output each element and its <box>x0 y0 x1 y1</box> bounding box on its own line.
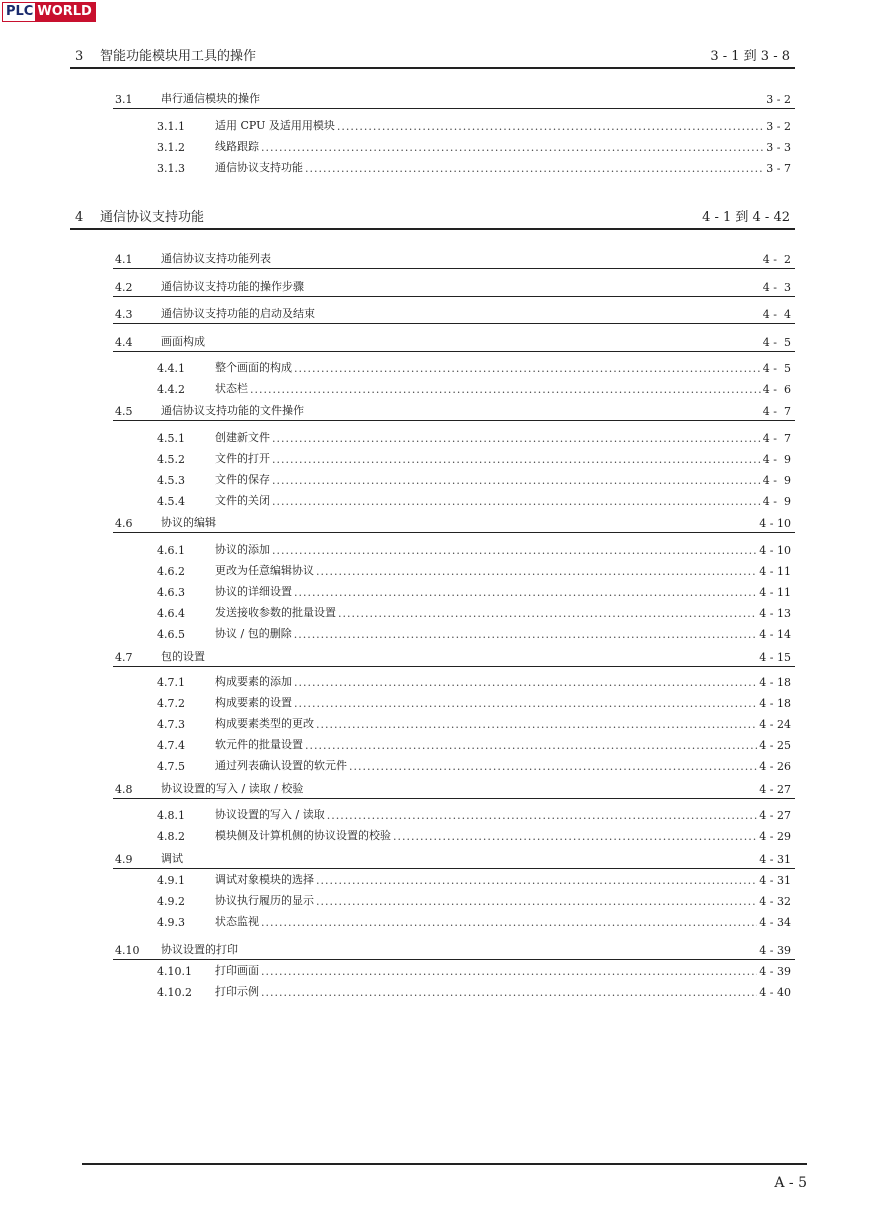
toc-item-4-6-5[interactable] <box>157 627 791 641</box>
item-page: 4 - 25 <box>759 739 791 752</box>
item-number: 4.7.2 <box>157 697 185 710</box>
toc-item-4-7-4[interactable] <box>157 738 791 752</box>
item-number: 4.6.2 <box>157 565 185 578</box>
section-number: 4.2 <box>115 281 133 294</box>
section-title: 协议的编辑 <box>161 516 216 529</box>
toc-section-4-5[interactable] <box>113 402 795 421</box>
section-page: 4 - 3 <box>762 281 791 294</box>
toc-item-4-7-3[interactable] <box>157 717 791 731</box>
dot-leader <box>349 760 757 773</box>
item-page: 4 - 11 <box>759 586 791 599</box>
section-page: 4 - 10 <box>759 517 791 530</box>
chapter-page-range: 4 - 1 到 4 - 42 <box>702 210 790 225</box>
section-page: 4 - 31 <box>759 853 791 866</box>
dot-leader <box>294 676 757 689</box>
dot-leader <box>272 432 761 445</box>
item-page: 3 - 7 <box>766 162 791 175</box>
item-number: 4.6.3 <box>157 586 185 599</box>
section-title: 通信协议支持功能的启动及结束 <box>161 307 315 320</box>
toc-item-4-10-1[interactable] <box>157 964 791 978</box>
item-title: 更改为任意编辑协议 <box>215 564 314 577</box>
item-title: 打印画面 <box>215 964 259 977</box>
item-title: 协议执行履历的显示 <box>215 894 314 907</box>
item-page: 4 - 32 <box>759 895 791 908</box>
item-number: 4.8.1 <box>157 809 185 822</box>
section-page: 4 - 7 <box>762 405 791 418</box>
section-number: 3.1 <box>115 93 133 106</box>
item-page: 4 - 39 <box>759 965 791 978</box>
toc-item-4-7-2[interactable] <box>157 696 791 710</box>
toc-section-4-3[interactable] <box>113 305 795 324</box>
item-title: 文件的关闭 <box>215 494 270 507</box>
toc-item-4-8-1[interactable] <box>157 808 791 822</box>
toc-item-4-6-4[interactable] <box>157 606 791 620</box>
dot-leader <box>294 362 761 375</box>
toc-item-4-6-3[interactable] <box>157 585 791 599</box>
dot-leader <box>337 120 764 133</box>
section-title: 包的设置 <box>161 650 205 663</box>
section-title: 调试 <box>161 852 183 865</box>
item-page: 4 - 14 <box>759 628 791 641</box>
item-page: 4 - 31 <box>759 874 791 887</box>
toc-chapter-4[interactable] <box>70 206 795 230</box>
toc-item-3-1-2[interactable] <box>157 140 791 154</box>
section-title: 画面构成 <box>161 335 205 348</box>
dot-leader <box>272 544 757 557</box>
chapter-number: 4 <box>75 210 84 225</box>
item-number: 4.10.1 <box>157 965 192 978</box>
item-title: 构成要素的添加 <box>215 675 292 688</box>
toc-item-4-7-1[interactable] <box>157 675 791 689</box>
toc-section-4-9[interactable] <box>113 850 795 869</box>
item-title: 状态栏 <box>215 382 248 395</box>
item-title: 整个画面的构成 <box>215 361 292 374</box>
toc-item-3-1-3[interactable] <box>157 161 791 175</box>
chapter-title: 智能功能模块用工具的操作 <box>100 49 257 64</box>
dot-leader <box>294 586 757 599</box>
toc-section-4-2[interactable] <box>113 278 795 297</box>
item-number: 4.5.4 <box>157 495 185 508</box>
toc-item-4-8-2[interactable] <box>157 829 791 843</box>
item-page: 4 - 6 <box>762 383 791 396</box>
section-number: 4.1 <box>115 253 133 266</box>
item-number: 4.6.5 <box>157 628 185 641</box>
chapter-title: 通信协议支持功能 <box>100 210 205 225</box>
toc-item-4-9-3[interactable] <box>157 915 791 929</box>
item-title: 协议 / 包的删除 <box>215 627 292 640</box>
dot-leader <box>316 718 757 731</box>
item-number: 4.7.4 <box>157 739 185 752</box>
section-page: 4 - 2 <box>762 253 791 266</box>
item-title: 打印示例 <box>215 985 259 998</box>
section-title: 通信协议支持功能列表 <box>161 252 271 265</box>
section-number: 4.7 <box>115 651 133 664</box>
dot-leader <box>261 986 757 999</box>
toc-item-4-5-4[interactable] <box>157 494 791 508</box>
dot-leader <box>316 874 757 887</box>
toc-item-4-9-2[interactable] <box>157 894 791 908</box>
item-number: 4.9.2 <box>157 895 185 908</box>
item-title: 模块侧及计算机侧的协议设置的校验 <box>215 829 391 842</box>
plc-world-logo <box>2 2 96 22</box>
dot-leader <box>316 565 757 578</box>
item-page: 4 - 11 <box>759 565 791 578</box>
item-title: 软元件的批量设置 <box>215 738 303 751</box>
toc-chapter-3[interactable] <box>70 45 795 69</box>
section-number: 4.8 <box>115 783 133 796</box>
item-page: 4 - 13 <box>759 607 791 620</box>
item-page: 4 - 5 <box>762 362 791 375</box>
dot-leader <box>305 739 757 752</box>
item-title: 适用 CPU 及适用用模块 <box>215 119 335 132</box>
section-page: 4 - 39 <box>759 944 791 957</box>
footer-page-number: A - 5 <box>774 1175 807 1191</box>
toc-section-4-6[interactable] <box>113 514 795 533</box>
toc-item-4-4-1[interactable] <box>157 361 791 375</box>
toc-item-4-5-2[interactable] <box>157 452 791 466</box>
section-title: 协议设置的打印 <box>161 943 238 956</box>
item-title: 构成要素的设置 <box>215 696 292 709</box>
item-page: 4 - 27 <box>759 809 791 822</box>
item-number: 4.9.1 <box>157 874 185 887</box>
toc-item-4-6-2[interactable] <box>157 564 791 578</box>
footer-rule <box>82 1163 807 1165</box>
chapter-number: 3 <box>75 49 84 64</box>
item-number: 4.4.2 <box>157 383 185 396</box>
toc-section-4-1[interactable] <box>113 250 795 269</box>
section-number: 4.9 <box>115 853 133 866</box>
dot-leader <box>272 495 761 508</box>
item-title: 协议的添加 <box>215 543 270 556</box>
item-page: 4 - 9 <box>762 453 791 466</box>
section-title: 串行通信模块的操作 <box>161 92 260 105</box>
section-page: 4 - 4 <box>762 308 791 321</box>
toc-section-4-4[interactable] <box>113 333 795 352</box>
toc-section-4-7[interactable] <box>113 648 795 667</box>
item-number: 3.1.3 <box>157 162 185 175</box>
logo-plc-text: PLC <box>3 3 35 21</box>
toc-section-4-8[interactable] <box>113 780 795 799</box>
item-number: 3.1.2 <box>157 141 185 154</box>
item-page: 4 - 18 <box>759 697 791 710</box>
dot-leader <box>393 830 757 843</box>
item-number: 4.7.1 <box>157 676 185 689</box>
item-number: 4.8.2 <box>157 830 185 843</box>
item-title: 创建新文件 <box>215 431 270 444</box>
item-number: 4.5.1 <box>157 432 185 445</box>
item-page: 4 - 18 <box>759 676 791 689</box>
item-title: 构成要素类型的更改 <box>215 717 314 730</box>
item-title: 文件的打开 <box>215 452 270 465</box>
section-number: 4.10 <box>115 944 140 957</box>
item-number: 4.5.3 <box>157 474 185 487</box>
section-page: 4 - 15 <box>759 651 791 664</box>
toc-item-4-5-3[interactable] <box>157 473 791 487</box>
item-title: 文件的保存 <box>215 473 270 486</box>
dot-leader <box>294 697 757 710</box>
toc-item-3-1-1[interactable] <box>157 119 791 133</box>
dot-leader <box>338 607 757 620</box>
toc-item-4-9-1[interactable] <box>157 873 791 887</box>
chapter-page-range: 3 - 1 到 3 - 8 <box>710 49 790 64</box>
section-number: 4.4 <box>115 336 133 349</box>
item-number: 4.6.1 <box>157 544 185 557</box>
dot-leader <box>294 628 758 641</box>
item-page: 4 - 24 <box>759 718 791 731</box>
item-number: 4.4.1 <box>157 362 185 375</box>
item-number: 4.9.3 <box>157 916 185 929</box>
section-title: 协议设置的写入 / 读取 / 校验 <box>161 782 304 795</box>
item-title: 通过列表确认设置的软元件 <box>215 759 347 772</box>
toc-item-4-7-5[interactable] <box>157 759 791 773</box>
item-page: 4 - 26 <box>759 760 791 773</box>
item-number: 4.7.5 <box>157 760 185 773</box>
item-number: 4.5.2 <box>157 453 185 466</box>
dot-leader <box>305 162 764 175</box>
toc-item-4-4-2[interactable] <box>157 382 791 396</box>
section-number: 4.6 <box>115 517 133 530</box>
dot-leader <box>316 895 757 908</box>
dot-leader <box>261 141 764 154</box>
section-page: 4 - 27 <box>759 783 791 796</box>
item-page: 4 - 9 <box>762 495 791 508</box>
logo-world-text: WORLD <box>35 3 94 21</box>
section-page: 4 - 5 <box>762 336 791 349</box>
dot-leader <box>272 474 761 487</box>
toc-item-4-10-2[interactable] <box>157 985 791 999</box>
dot-leader <box>272 453 761 466</box>
dot-leader <box>261 916 757 929</box>
item-page: 4 - 10 <box>759 544 791 557</box>
dot-leader <box>327 809 758 822</box>
item-page: 3 - 2 <box>766 120 791 133</box>
item-page: 4 - 29 <box>759 830 791 843</box>
item-title: 发送接收参数的批量设置 <box>215 606 336 619</box>
item-number: 4.7.3 <box>157 718 185 731</box>
item-page: 3 - 3 <box>766 141 791 154</box>
item-page: 4 - 7 <box>762 432 791 445</box>
item-page: 4 - 9 <box>762 474 791 487</box>
item-title: 通信协议支持功能 <box>215 161 303 174</box>
toc-item-4-6-1[interactable] <box>157 543 791 557</box>
toc-section-3-1[interactable] <box>113 90 795 109</box>
item-number: 4.6.4 <box>157 607 185 620</box>
item-title: 线路跟踪 <box>215 140 259 153</box>
section-number: 4.3 <box>115 308 133 321</box>
item-title: 状态监视 <box>215 915 259 928</box>
toc-section-4-10[interactable] <box>113 941 795 960</box>
item-title: 协议设置的写入 / 读取 <box>215 808 325 821</box>
item-title: 协议的详细设置 <box>215 585 292 598</box>
section-title: 通信协议支持功能的文件操作 <box>161 404 304 417</box>
item-number: 3.1.1 <box>157 120 185 133</box>
item-page: 4 - 40 <box>759 986 791 999</box>
section-page: 3 - 2 <box>766 93 791 106</box>
dot-leader <box>261 965 757 978</box>
toc-item-4-5-1[interactable] <box>157 431 791 445</box>
section-title: 通信协议支持功能的操作步骤 <box>161 280 304 293</box>
section-number: 4.5 <box>115 405 133 418</box>
item-number: 4.10.2 <box>157 986 192 999</box>
item-title: 调试对象模块的选择 <box>215 873 314 886</box>
item-page: 4 - 34 <box>759 916 791 929</box>
dot-leader <box>250 383 761 396</box>
